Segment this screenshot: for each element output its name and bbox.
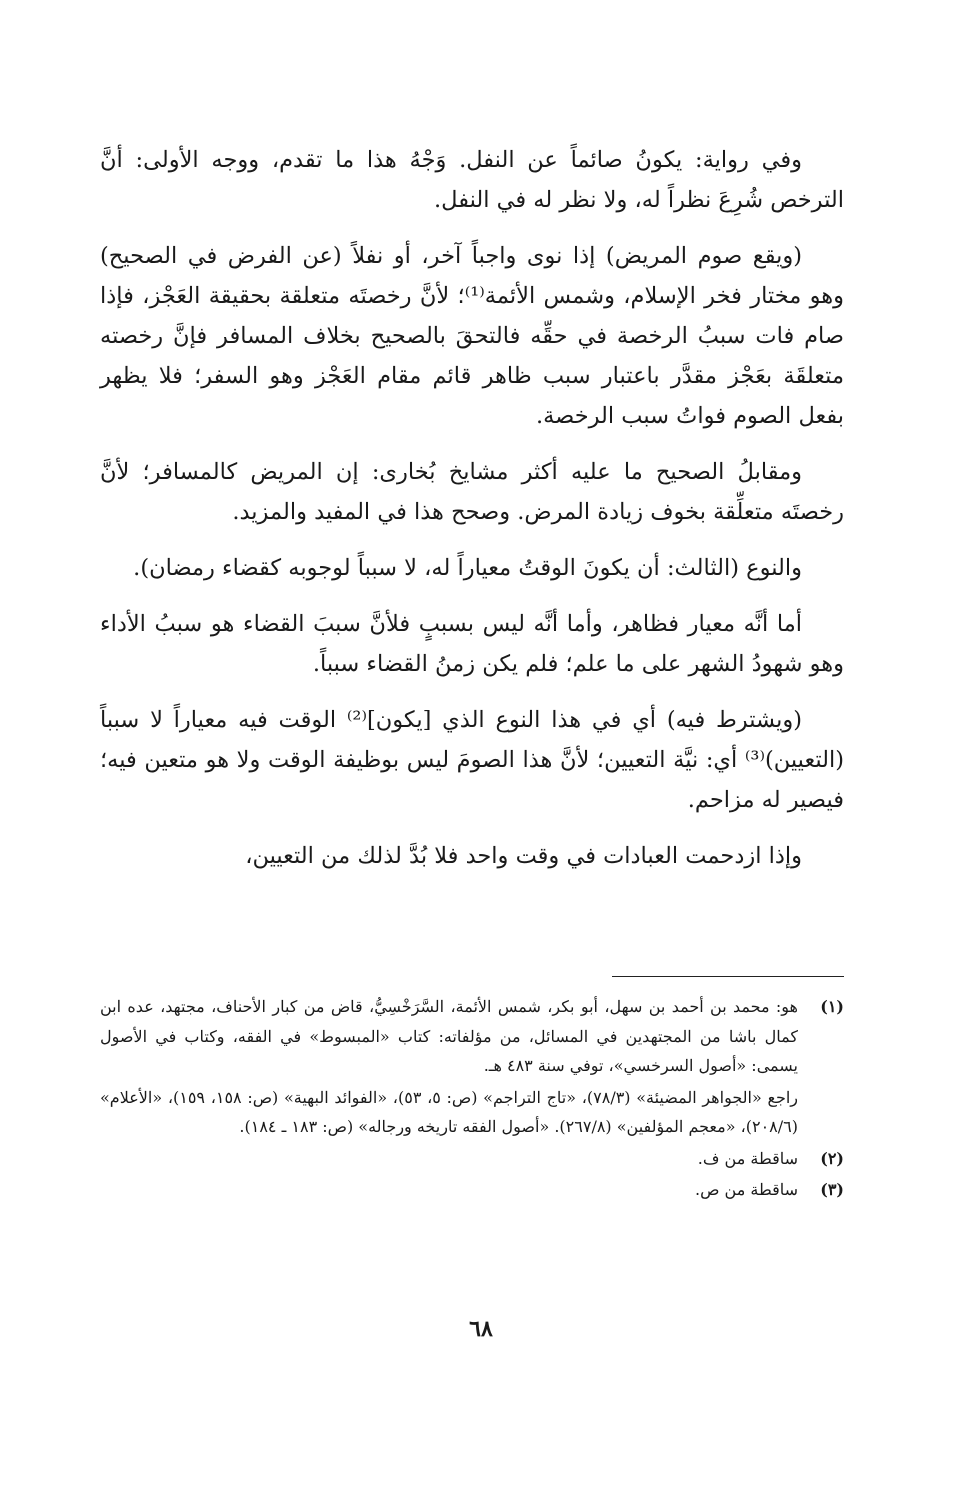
footnote-body	[100, 992, 798, 1144]
page-number: ٦٨	[469, 1316, 493, 1342]
footnote-body	[100, 1144, 798, 1176]
footnote-text: ساقطة من ص.	[695, 1180, 798, 1199]
body-paragraph: (ويقع صوم المريض) إذا نوى واجباً آخر، أو نفلاً (عن الفرض في الصحيح) وهو مختار فخر الإسلام، وشمس الأئمة⁽¹⁾؛ لأنَّ رخصتَه متعلقة بحقيقة العَجْز، فإذا صام فات سببُ الرخصة في حقِّه فالتحقَ بالصحيح بخلاف المسافر فإنَّ رخصته متعلقَة بعَجْز مقدَّر باعتبار سبب ظاهر قائم مقام العَجْز وهو السفر؛ فلا يظهر بفعل الصوم فواتُ سبب الرخصة.	[100, 243, 844, 429]
footnote-text: ساقطة من ف.	[697, 1148, 798, 1168]
footnote-body	[100, 1175, 798, 1207]
body-paragraph: ومقابلُ الصحيح ما عليه أكثر مشايخ بُخارى: إن المريض كالمسافر؛ لأنَّ رخصتَه متعلِّقة بخوف زيادة المرض. وصحح هذا في المفيد والمزيد.	[100, 459, 844, 525]
footnotes	[100, 992, 844, 1207]
body-paragraph: والنوع (الثالث: أن يكونَ الوقتُ معياراً له، لا سبباً لوجوبه كقضاء رمضان).	[133, 555, 802, 581]
footnote	[100, 1144, 844, 1176]
footnote-text: راجع «الجواهر المضيئة» (٧٨/٣)، «تاج التراجم» (ص: ٥، ٥٣)، «الفوائد البهية» (ص: ١٥٨، ١٥٩)، «الأعلام» (٢٠٨/٦)، «معجم المؤلفين» (٢٦٧/٨). «أصول الفقه تاريخه ورجاله» (ص: ١٨٣ ـ ١٨٤).	[100, 1087, 799, 1136]
footnote-text: هو: محمد بن أحمد بن سهل، أبو بكر، شمس الأئمة، السَّرَخْسِيُّ، قاض من كبار الأحناف، مجتهد، عده ابن كمال باشا من المجتهدين في المسائل، من مؤلفاته: كتاب «المبسوط» في الفقه، وكتاب في الأصول يسمى: «أصول السرخسي»، توفي سنة ٤٨٣ هـ.	[100, 997, 799, 1075]
footnote-number: (٢)	[820, 1148, 844, 1168]
footnote	[100, 1175, 844, 1207]
body-paragraph: وفي رواية: يكونُ صائماً عن النفل. وَجْهُ هذا ما تقدم، ووجه الأولى: أنَّ الترخص شُرِعَ نظراً له، ولا نظر له في النفل.	[100, 147, 844, 213]
body-paragraph: أما أنَّه معيار فظاهر، وأما أنَّه ليس بسببٍ فلأنَّ سببَ القضاء هو سببُ الأداء وهو شهودُ الشهر على ما علم؛ فلم يكن زمنُ القضاء سبباً.	[100, 611, 844, 677]
body-paragraph: وإذا ازدحمت العبادات في وقت واحد فلا بُدَّ لذلك من التعيين،	[245, 843, 802, 869]
main-text	[100, 140, 844, 892]
footnote-number: (١)	[820, 997, 844, 1016]
body-paragraph: (ويشترط فيه) أي في هذا النوع الذي [يكون]⁽²⁾ الوقت فيه معياراً لا سبباً (التعيين)⁽³⁾ أي: نيَّة التعيين؛ لأنَّ هذا الصومَ ليس بوظيفة الوقت ولا هو متعين فيه؛ فيصير له مزاحم.	[100, 707, 844, 813]
footnote	[100, 992, 844, 1144]
footnote-separator	[612, 976, 844, 977]
footnote-number: (٣)	[820, 1180, 844, 1199]
